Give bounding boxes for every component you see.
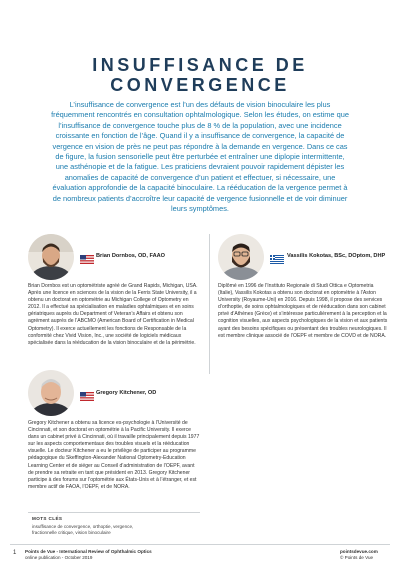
avatar-gregory-kitchener (28, 370, 74, 416)
page-title-line-2: CONVERGENCE (110, 75, 290, 95)
author-name-brian-dornbos: Brian Dornbos, OD, FAAO (96, 253, 165, 259)
us-flag-icon (80, 251, 94, 260)
page-title-line-1: INSUFFISANCE DE (92, 55, 308, 75)
avatar-brian-dornbos (28, 234, 74, 280)
author-bio-vassilis-kokotas: Diplômé en 1996 de l’Instituto Regionale di Studi Ottica e Optometria (Italie), Vassilis Kokotas a obtenu son doctorat en optométrie à l’Aston University (Royaume-Uni) en 2016. Depuis 1998, il propose des services d’orthoptie, de soins ophtalmologiques et de rééducation dans son cabinet privé d’Athènes (Grèce) et s’intéresse particulièrement à la perception et la cognition visuelles, aux aspects psychologiques de la vision et aux patients ayant des besoins spécifiques ou présentant des troubles neurologiques. Il est membre clinique associé de l’OEPF et membre de COVD et de NORA. (218, 283, 388, 339)
greece-flag-icon (270, 251, 284, 260)
footer-copyright: © Points de Vue (340, 555, 374, 560)
footer-website[interactable]: pointsdevue.com (340, 549, 378, 554)
keywords-text: insuffisance de convergence, orthoptie, vergence, fractionnelle critique, vision binoculaire (32, 524, 134, 536)
us-flag-icon (80, 388, 94, 397)
footer-publication-line-1: Points de Vue - International Review of Ophthalmic Optics (25, 549, 152, 554)
keywords-title: MOTS CLÉS (32, 516, 63, 521)
footer-rule (10, 544, 390, 545)
footer-publication-line-2: online publication - October 2019 (25, 555, 93, 560)
avatar-vassilis-kokotas (218, 234, 264, 280)
keywords-rule (28, 512, 200, 513)
author-bio-brian-dornbos: Brian Dornbos est un optométriste agréé de Grand Rapids, Michigan, USA. Après une licence en sciences de la vision de la Ferris State University, il a obtenu un doctorat en optométrie au Michigan College of Optometry en 2012. Il a effectué sa spécialisation en maladies ophtalmiques et en soins gériatriques auprès du Department of Veteran’s Affairs et obtenu son agrément auprès de l’ABCMO (American Board of Certification in Medical Optometry). Il exerce actuellement les fonctions de Responsable de la conformité chez Vivid Vision, Inc., une société de logiciels médicaux spécialisée dans la rééducation de la vision binoculaire et de la périmétrie. (28, 283, 198, 346)
intro-paragraph: L’insuffisance de convergence est l’un des défauts de vision binoculaire les plus fréquemment rencontrés en consultation ophtalmologique. Selon les études, on estime que l’insuffisance de convergence touche plus de 8 % de la population, avec une incidence croissante en fonction de l’âge. Quand il y a insuffisance de convergence, la capacité de vergence en vision de près ne peut pas répondre à la demande en vergence. Dans ce cas de figure, la fusion sensorielle peut être perturbée et entraîner une diplopie intermittente, une asthénopie et de la fatigue. Les praticiens devraient pouvoir rapidement dépister les anomalies de capacité de convergence d’un patient et effectuer, si nécessaire, une évaluation approfondie de la capacité binoculaire. La rééducation de la vergence permet à de nombreux patients d’accroître leur capacité de vergence fusionnelle et de voir diminuer leurs symptômes. (51, 100, 349, 214)
author-bio-gregory-kitchener: Gregory Kitchener a obtenu sa licence es-psychologie à l’Université de Cincinnati, et son doctorat en optométrie à la Pacific University. Il exerce dans un cabinet privé à Cincinnati, où il travaille principalement depuis 1977 sur les aspects comportementaux des troubles visuels et la rééducation visuelle. Le docteur Kitchener a eu le privilège de participer au programme pédagogique du Skeffington-Alexander National Optometry-Education Learning Center et de siéger au Conseil d’administration de l’OEPF, avant de prendre sa retraite en tant que président en 2013. Gregory Kitchener participe à des forums sur l’optométrie aux États-Unis et à l’étranger, et est membre actif de FAOA, l’OEPF, et de NORA. (28, 420, 200, 490)
page-number: 1 (13, 550, 17, 556)
author-name-vassilis-kokotas: Vassilis Kokotas, BSc, DOptom, DHP (287, 253, 386, 259)
column-divider (209, 234, 210, 374)
author-name-gregory-kitchener: Gregory Kitchener, OD (96, 390, 157, 396)
